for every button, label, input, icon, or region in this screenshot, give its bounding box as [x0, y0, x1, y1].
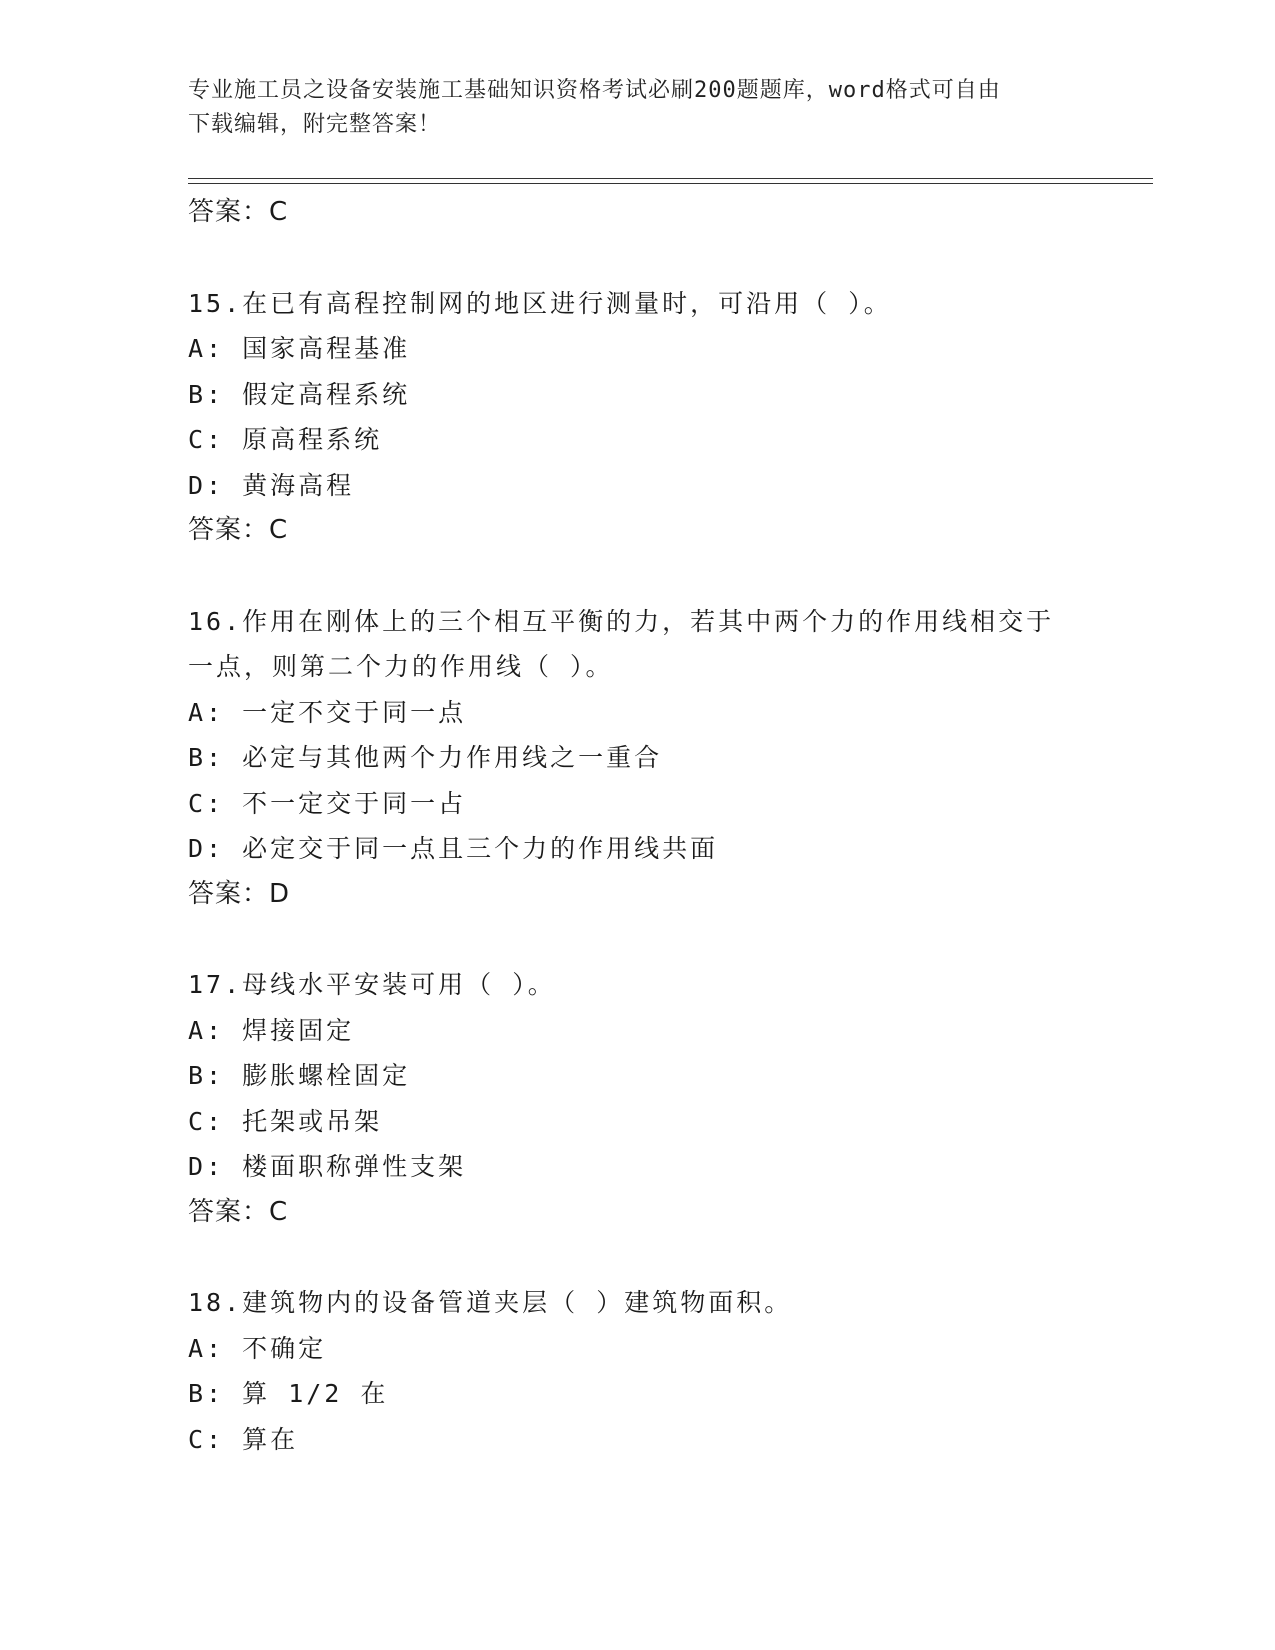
spacer: [188, 236, 1088, 281]
header-line-2: 下载编辑，附完整答案！: [188, 112, 442, 137]
answer: 答案：C: [188, 515, 289, 545]
option-a: A: 焊接固定: [188, 1015, 355, 1045]
spacer: [188, 917, 1088, 962]
header-divider-top: [188, 178, 1153, 179]
spacer: [188, 554, 1088, 599]
option-c: C: 不一定交于同一占: [188, 788, 467, 818]
question-stem: 18.建筑物内的设备管道夹层（ ）建筑物面积。: [188, 1288, 793, 1317]
answer: 答案：D: [188, 878, 291, 909]
question-content: [188, 190, 1088, 1462]
option-c: C: 托架或吊架: [188, 1106, 383, 1136]
question-stem-continued: 一点，则第二个力的作用线（ ）。: [188, 652, 614, 681]
option-d: D: 黄海高程: [188, 470, 355, 500]
option-c: C: 算在: [188, 1424, 299, 1454]
option-a: A: 国家高程基准: [188, 334, 411, 363]
header-divider-bottom: [188, 183, 1153, 184]
question-stem: 17.母线水平安装可用（ ）。: [188, 970, 556, 999]
question-stem: 15.在已有高程控制网的地区进行测量时，可沿用（ ）。: [188, 288, 892, 318]
question-18: [188, 1280, 1088, 1462]
answer: 答案：C: [188, 1196, 289, 1227]
option-c: C: 原高程系统: [188, 425, 383, 454]
question-17: [188, 962, 1088, 1235]
option-a: A: 一定不交于同一点: [188, 697, 467, 727]
option-b: B: 算 1/2 在: [188, 1379, 389, 1408]
option-a: A: 不确定: [188, 1333, 327, 1363]
question-15: [188, 281, 1088, 554]
option-b: B: 假定高程系统: [188, 379, 411, 409]
option-b: B: 必定与其他两个力作用线之一重合: [188, 743, 663, 772]
spacer: [188, 1235, 1088, 1280]
question-stem: 16.作用在刚体上的三个相互平衡的力，若其中两个力的作用线相交于: [188, 606, 1055, 636]
document-header: [188, 74, 1068, 142]
option-b: B: 膨胀螺栓固定: [188, 1061, 411, 1090]
option-d: D: 必定交于同一点且三个力的作用线共面: [188, 834, 719, 863]
option-d: D: 楼面职称弹性支架: [188, 1152, 467, 1181]
previous-answer: 答案：C: [188, 197, 289, 227]
header-line-1: 专业施工员之设备安装施工基础知识资格考试必刷200题题库，word格式可自由: [188, 78, 1001, 103]
question-16: [188, 599, 1088, 918]
